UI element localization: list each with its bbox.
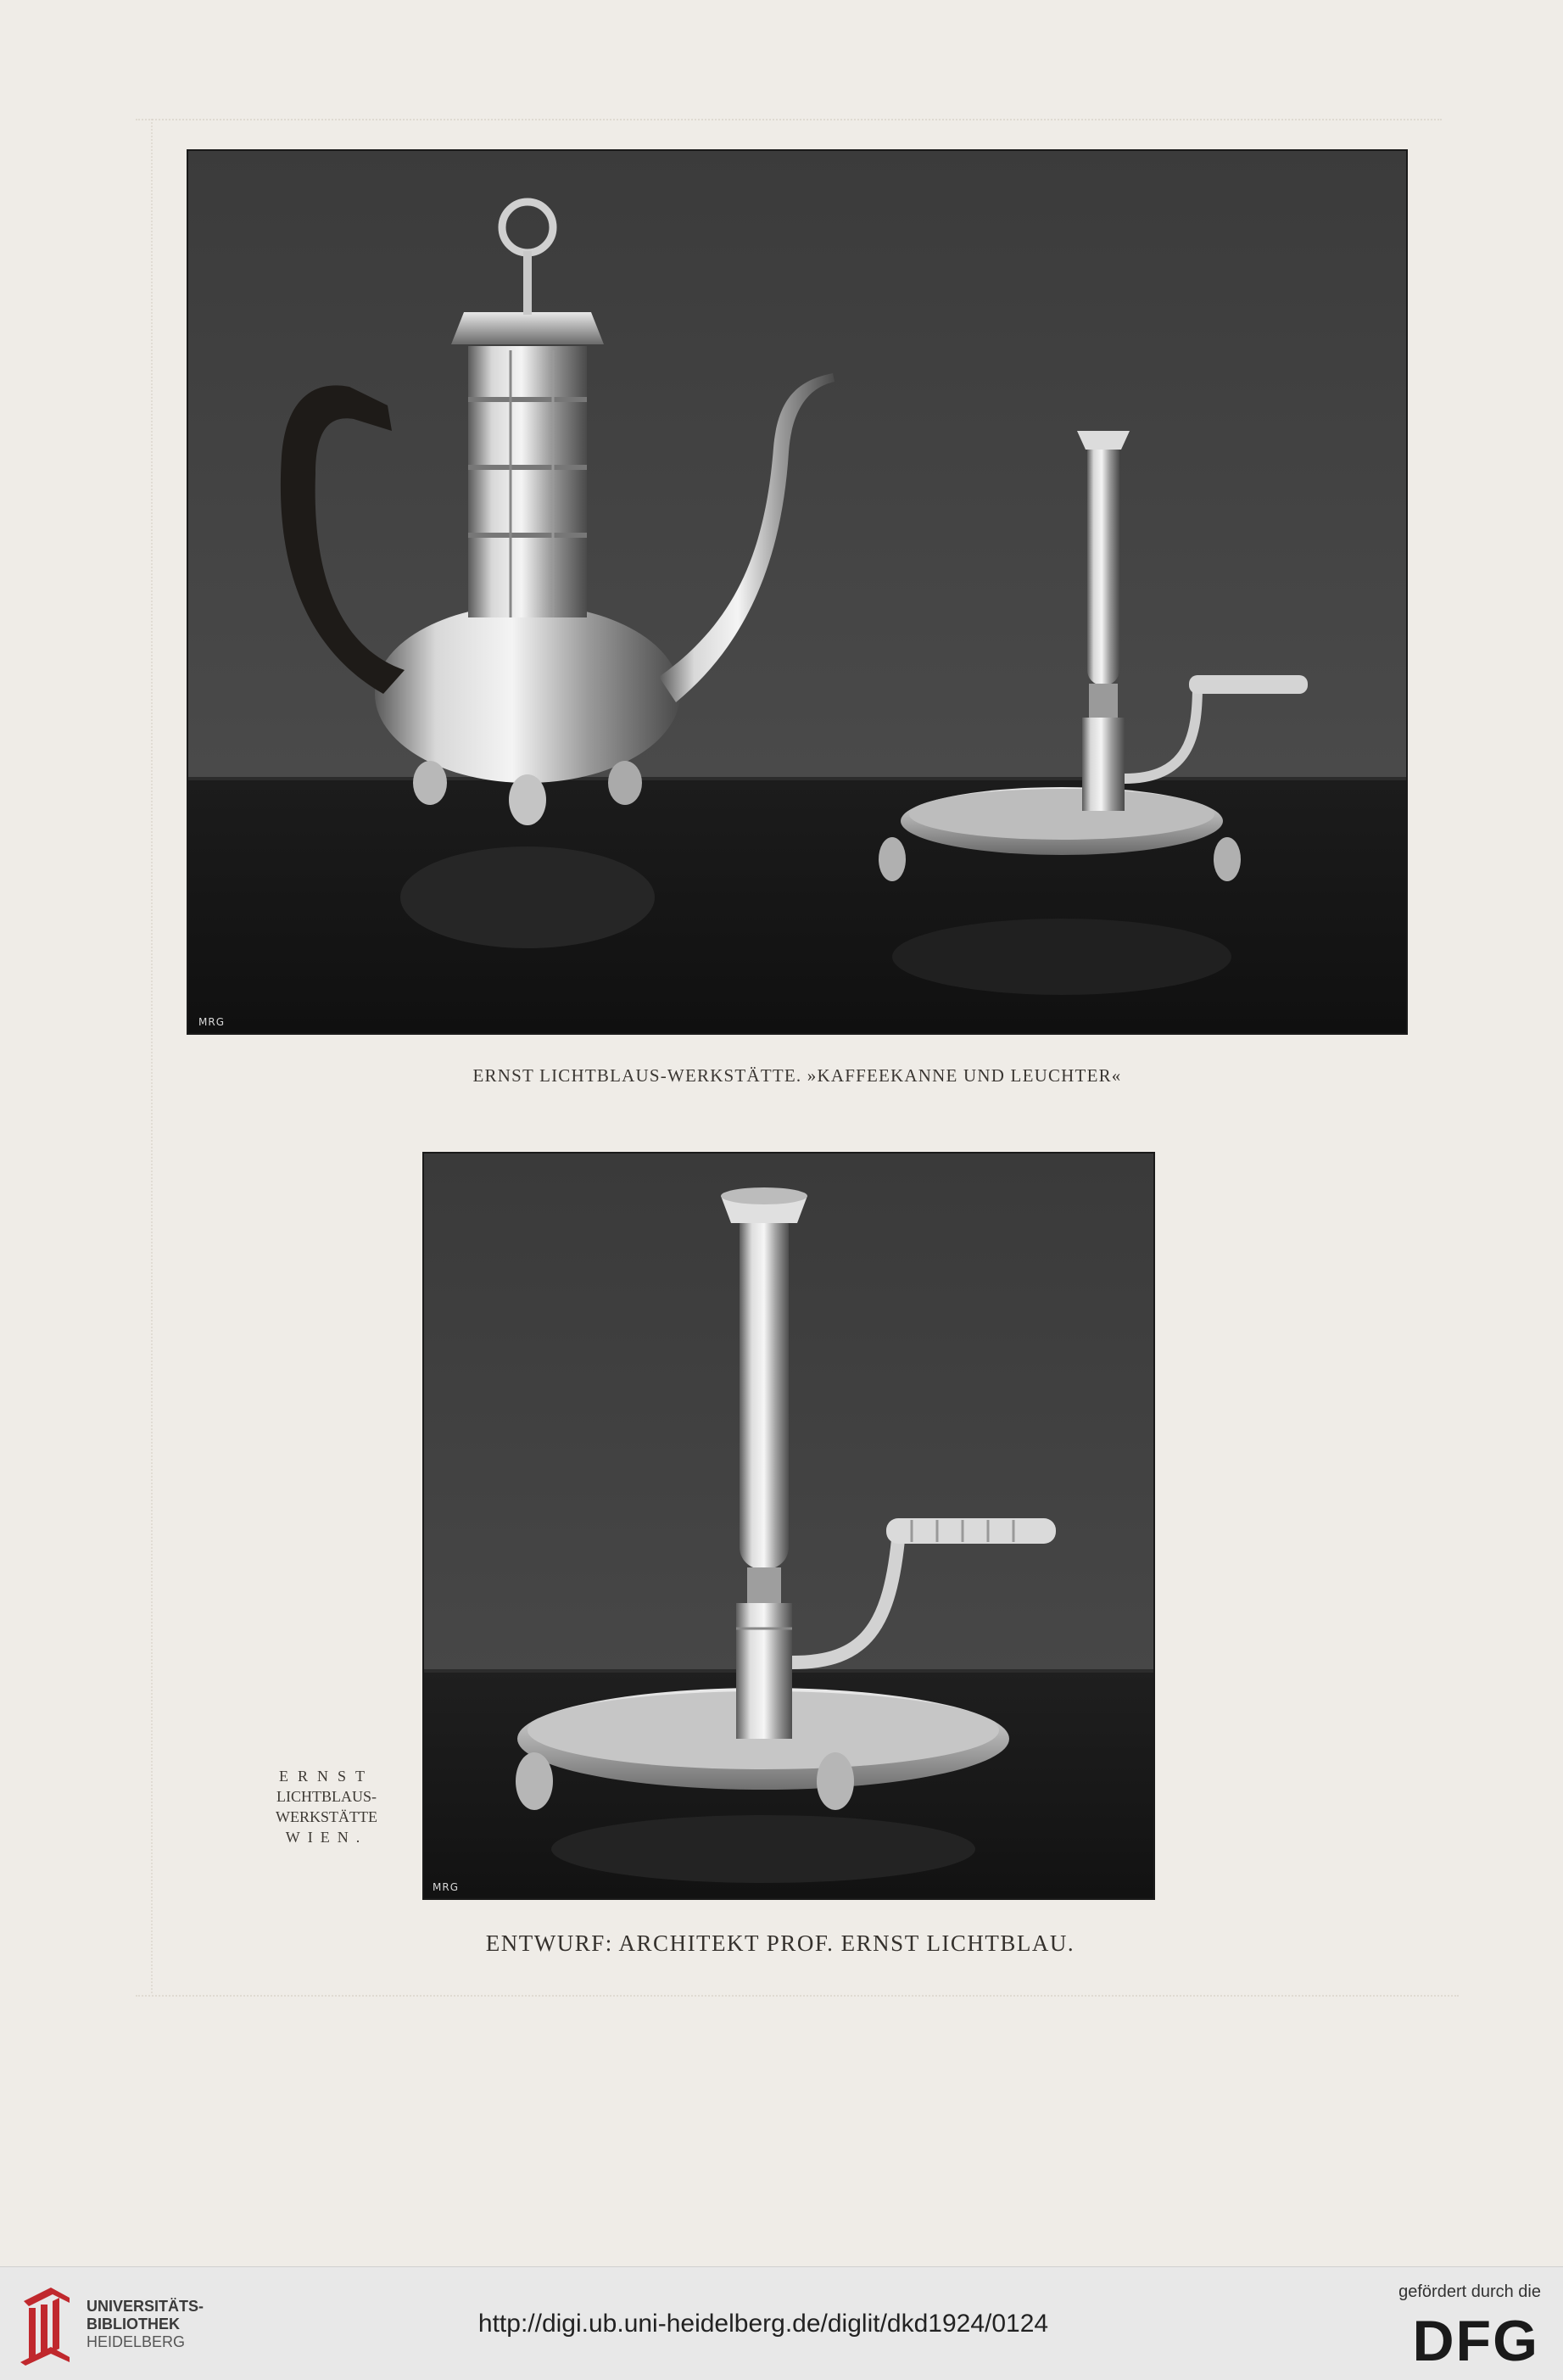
funded-by-label: gefördert durch die	[1398, 2282, 1541, 2301]
plate-caption-bottom: ENTWURF: ARCHITEKT PROF. ERNST LICHTBLAU.	[485, 1930, 1075, 1956]
photo-mark-bottom: MRG	[433, 1881, 459, 1893]
library-name[interactable]	[87, 2298, 204, 2351]
dfg-logo-icon[interactable]	[1397, 2308, 1541, 2367]
registration-line-top	[136, 119, 1442, 120]
photo-mark-top: MRG	[198, 1016, 225, 1028]
library-logo-icon[interactable]	[17, 2284, 76, 2366]
photo-candlestick	[424, 1154, 1153, 1898]
library-name-line-3: HEIDELBERG	[87, 2333, 186, 2350]
library-name-line-2: BIBLIOTHEK	[87, 2316, 180, 2333]
photo-coffee-pot-image	[188, 151, 1406, 1033]
permalink-url[interactable]: http://digi.ub.uni-heidelberg.de/diglit/dkd1924/0124	[477, 2310, 1049, 2338]
side-note-line-4: WIEN.	[285, 1829, 368, 1846]
side-note-workshop	[254, 1766, 399, 1847]
photo-candlestick-image	[424, 1154, 1153, 1898]
side-note-line-2: LICHTBLAUS-	[276, 1788, 377, 1805]
photo-coffee-pot-and-candlestick	[188, 151, 1406, 1033]
viewer-footer	[0, 2266, 1563, 2380]
registration-line-left	[151, 119, 153, 1993]
plate-caption-top: ERNST LICHTBLAUS-WERKSTÄTTE. »KAFFEEKANNE UND LEUCHTER«	[472, 1065, 1122, 1086]
side-note-line-1: ERNST	[278, 1768, 374, 1785]
registration-line-bottom	[136, 1995, 1459, 1997]
dfg-logo-text: DFG	[1412, 2309, 1539, 2367]
library-name-line-1: UNIVERSITÄTS-	[87, 2298, 204, 2315]
side-note-line-3: WERKSTÄTTE	[276, 1808, 377, 1825]
